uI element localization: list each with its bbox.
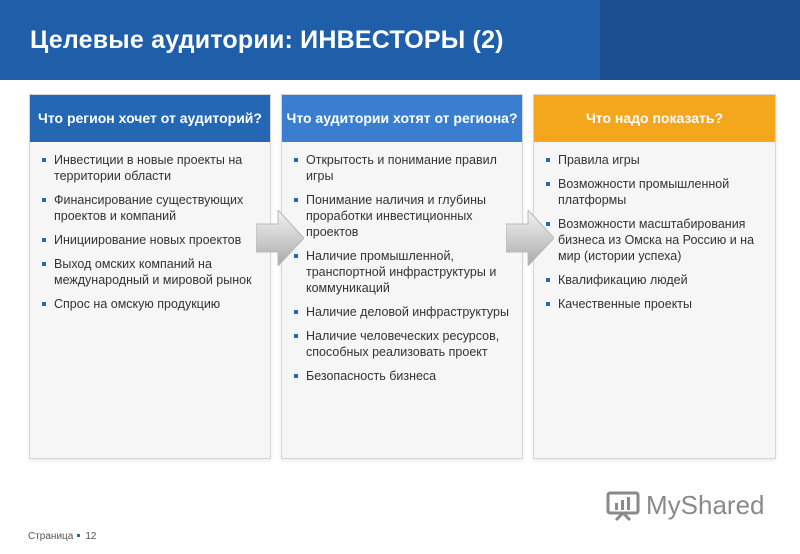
page-label: Страница xyxy=(28,531,74,542)
column-audience-wants xyxy=(281,94,523,459)
title-bar xyxy=(0,0,800,80)
page-footer xyxy=(28,531,96,542)
bullet-dot-icon xyxy=(77,534,80,537)
list-item: Наличие человеческих ресурсов, способных реализовать проект xyxy=(306,328,514,360)
page-number: 12 xyxy=(85,531,97,542)
watermark-logo xyxy=(606,490,765,521)
bullet-list xyxy=(30,142,270,312)
list-item: Безопасность бизнеса xyxy=(306,368,514,384)
list-item: Качественные проекты xyxy=(558,296,767,312)
list-item: Инвестиции в новые проекты на территории области xyxy=(54,152,262,184)
list-item: Правила игры xyxy=(558,152,767,168)
arrow-right-icon xyxy=(256,210,304,266)
title-bar-accent xyxy=(600,0,800,80)
list-item: Возможности масштабирования бизнеса из Омска на Россию и на мир (истории успеха) xyxy=(558,216,767,264)
list-item: Открытость и понимание правил игры xyxy=(306,152,514,184)
arrow-right-icon xyxy=(506,210,554,266)
list-item: Наличие деловой инфраструктуры xyxy=(306,304,514,320)
presentation-board-icon xyxy=(606,491,640,521)
column-region-wants xyxy=(29,94,271,459)
list-item: Возможности промышленной платформы xyxy=(558,176,767,208)
list-item: Понимание наличия и глубины проработки инвестиционных проектов xyxy=(306,192,514,240)
list-item: Квалификацию людей xyxy=(558,272,767,288)
column-heading: Что надо показать? xyxy=(534,95,775,142)
list-item: Наличие промышленной, транспортной инфраструктуры и коммуникаций xyxy=(306,248,514,296)
list-item: Выход омских компаний на международный и мировой рынок xyxy=(54,256,262,288)
slide-title: Целевые аудитории: ИНВЕСТОРЫ (2) xyxy=(30,26,504,54)
bullet-list xyxy=(534,142,775,312)
column-heading: Что аудитории хотят от региона? xyxy=(282,95,522,142)
watermark-text: MyShared xyxy=(646,490,765,520)
list-item: Спрос на омскую продукцию xyxy=(54,296,262,312)
column-what-to-show xyxy=(533,94,776,459)
list-item: Финансирование существующих проектов и компаний xyxy=(54,192,262,224)
bullet-list xyxy=(282,142,522,384)
column-heading: Что регион хочет от аудиторий? xyxy=(30,95,270,142)
list-item: Инициирование новых проектов xyxy=(54,232,262,248)
